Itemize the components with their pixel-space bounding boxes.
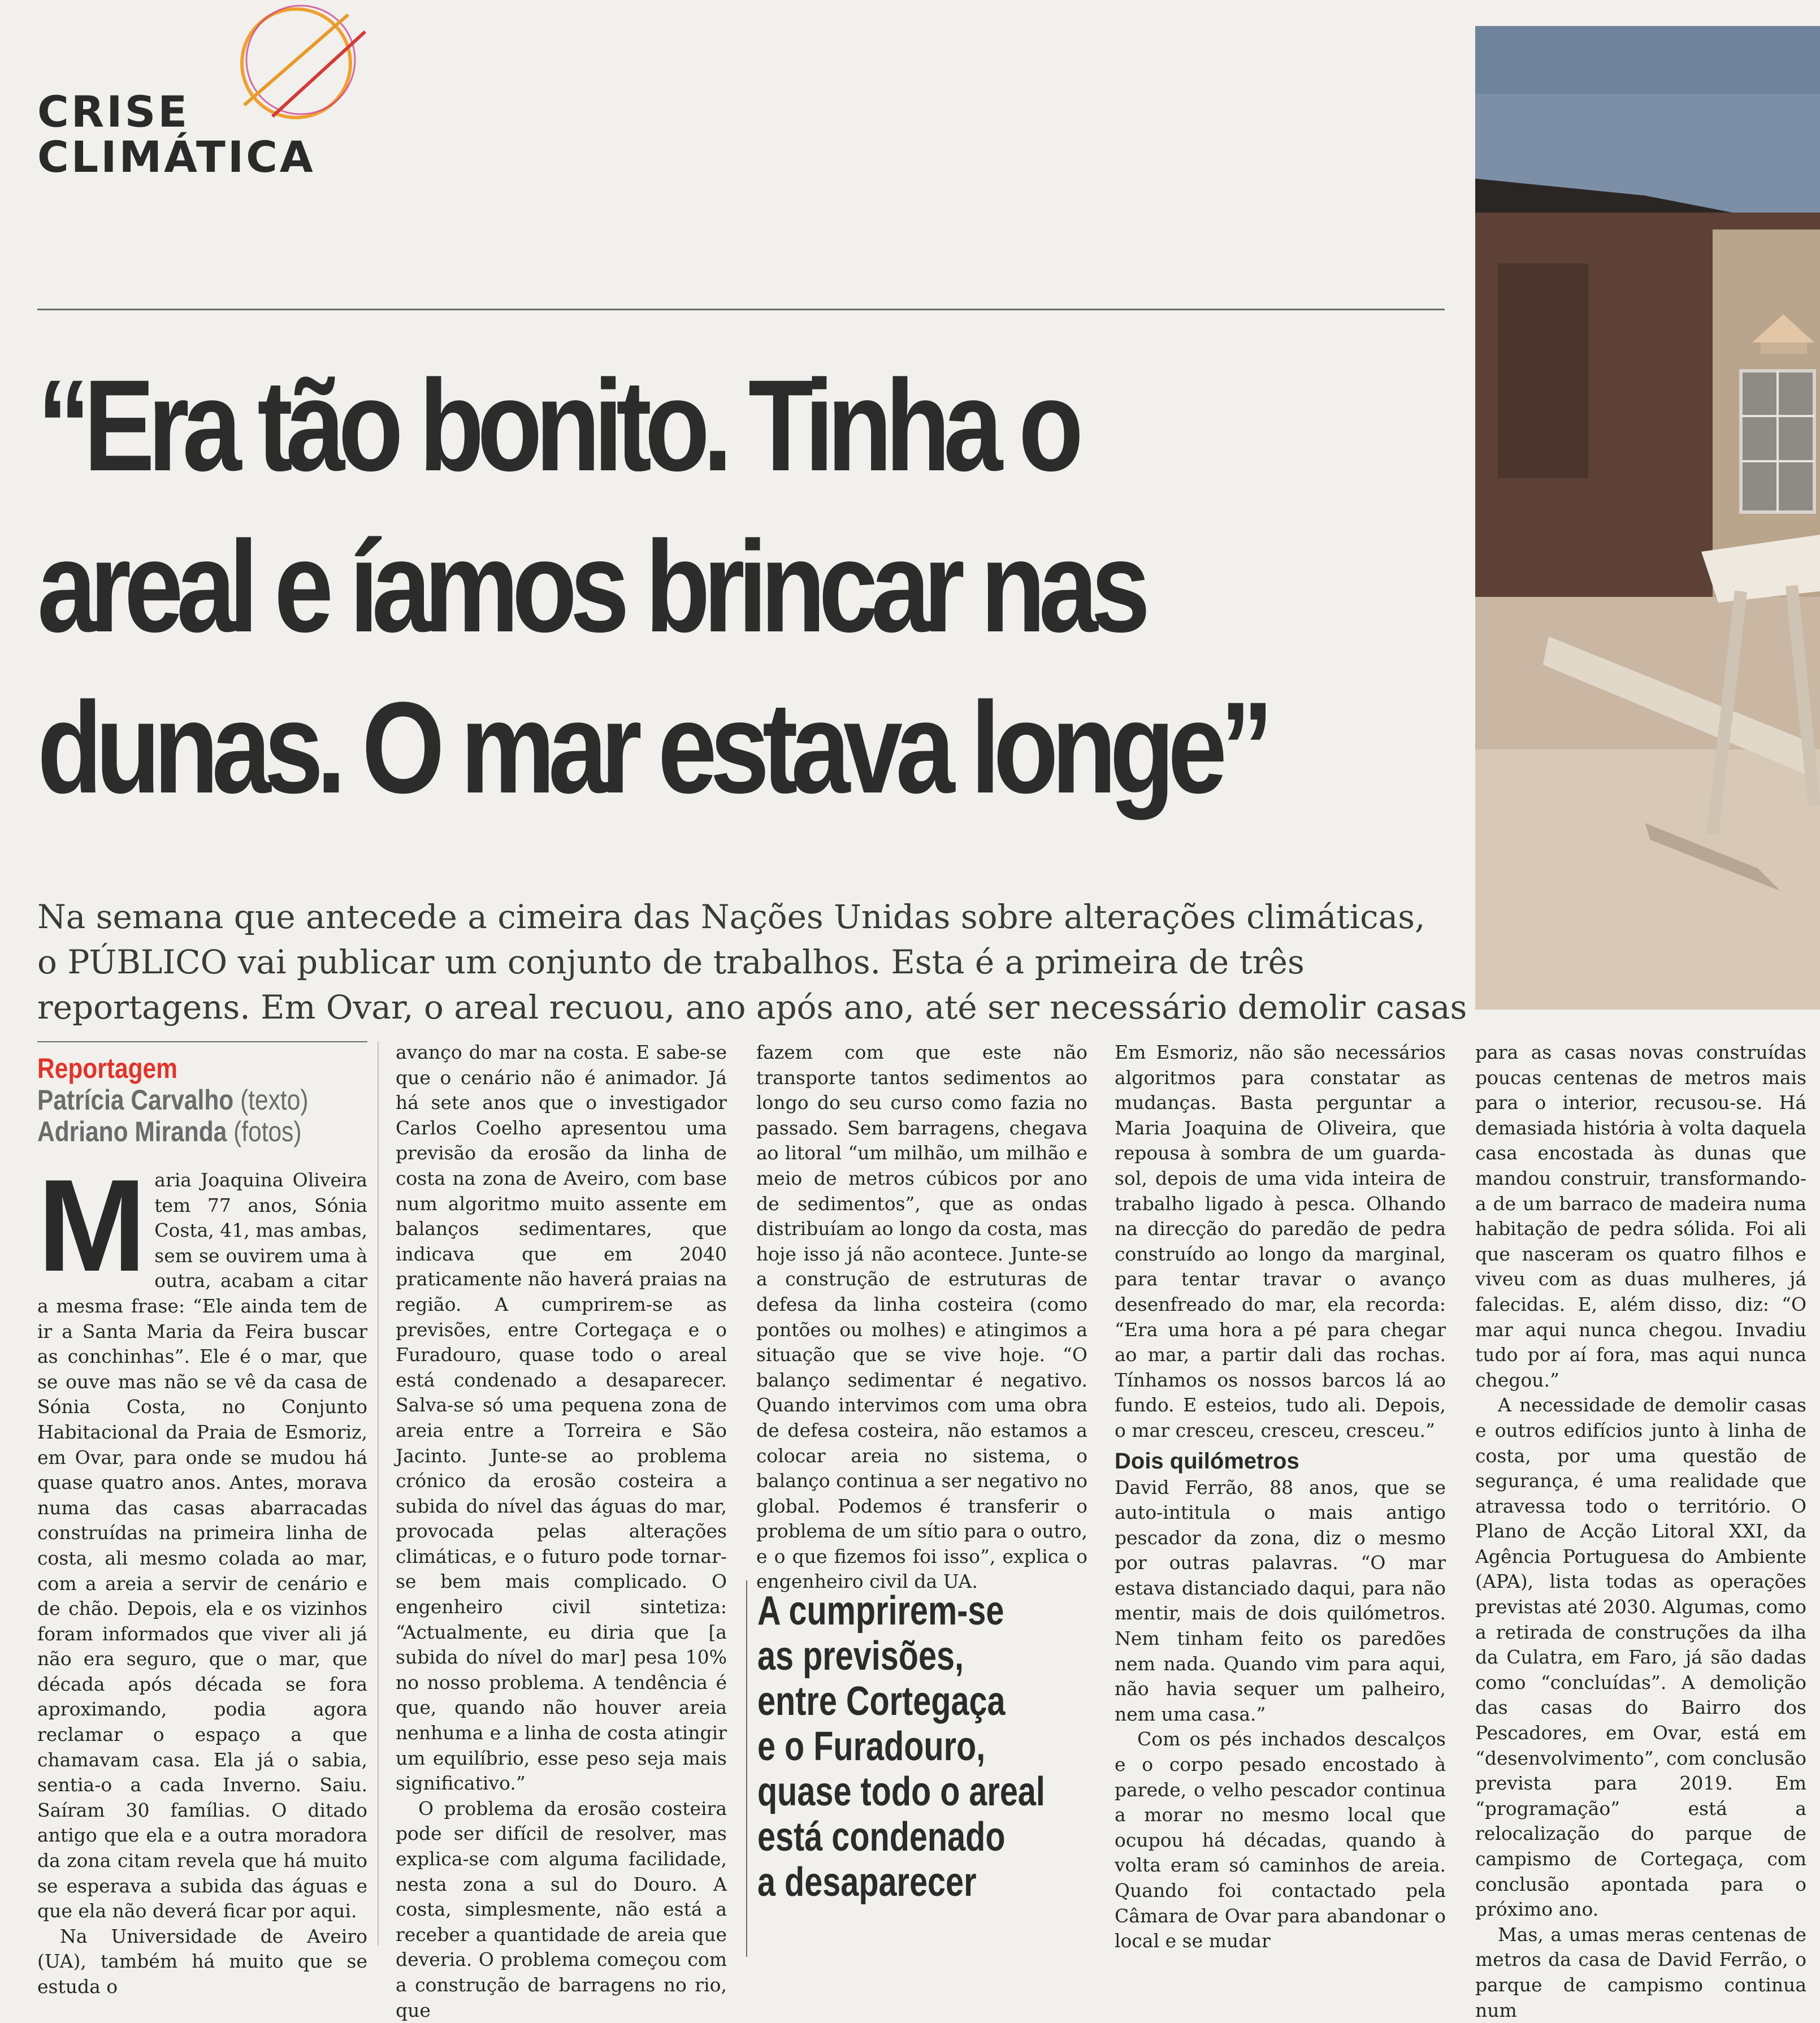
photographer-credit — [37, 1116, 306, 1147]
article-column-1 — [37, 1153, 367, 2000]
writer-role: (texto) — [240, 1084, 309, 1116]
writer-credit — [37, 1084, 309, 1116]
paragraph: Em Esmoriz, não são necessários algoritmos para constatar as mudanças. Basta perguntar a Maria Joaquina de Oliveira, que repousa à sombra de um guarda-sol, depois de uma vida inteira de trabalho ligado à pesca. Olhando na direcção do paredão de pedra construído ao longo da marginal, para tentar travar o avanço desenfreado do mar, ela recorda: “Era uma hora a pé para chegar ao mar, a partir dali das rochas. Tínhamos os nossos barcos lá ao fundo. E esteios, tudo ali. Depois, o mar cresceu, cresceu, cresceu.” — [1115, 1041, 1446, 1441]
crise-climatica-logo-icon — [224, 3, 372, 122]
headline-line1: “Era tão bonito. Tinha o — [37, 353, 1077, 498]
section-kicker: Reportagem — [37, 1052, 177, 1084]
column-divider — [378, 1041, 379, 1946]
paragraph: fazem com que este não transporte tantos sedimentos ao longo do seu curso como fazia no passado. Sem barragens, chegava ao litoral “um milhão, um milhão e meio de metros cúbicos por ano de sedimentos”, que as ondas distribuíam ao longo da costa, mas hoje isso já não acontece. Junte-se a construção de estruturas de defesa da linha costeira (como pontões ou molhes) e atingimos a situação que se vive hoje. “O balanço sedimentar é negativo. Quando intervimos com uma obra de defesa costeira, não estamos a colocar areia no sistema, o balanço continua a ser negativo no global. Podemos é transferir o problema de um sítio para o outro, e o que fizemos foi isso”, explica o engenheiro civil da UA. — [756, 1041, 1087, 1593]
section-logo-line1: CRISE — [37, 86, 190, 137]
byline-divider — [37, 1041, 367, 1042]
pullquote-line: entre Cortegaça — [757, 1679, 1006, 1724]
paragraph: para as casas novas construídas poucas centenas de metros mais para o interior, recusou-se. Há demasiada história à volta daquela casa encostada às dunas que mandou construir, transformando-a de um barraco de madeira numa habitação de pedra sólida. Foi ali que nasceram os quatro filhos e viveu com as duas mulheres, já falecidas. E, além disso, diz: “O mar aqui nunca chegou. Invadiu tudo por aí fora, mas aqui nunca chegou.” — [1475, 1041, 1806, 1391]
paragraph: A necessidade de demolir casas e outros edifícios junto à linha de costa, por uma questão de segurança, é uma realidade que atravessa todo o território. O Plano de Acção Litoral XXI, da Agência Portuguesa do Ambiente (APA), lista todas as operações previstas até 2030. Algumas, como a retirada de construções da ilha da Culatra, em Faro, já são dadas como “concluídas”. A demolição das casas do Bairro dos Pescadores, em Ovar, está em “desenvolvimento”, com conclusão prevista para 2019. Em “programação” está a relocalização do parque de campismo de Cortegaça, com conclusão apontada para o próximo ano. — [1475, 1394, 1806, 1921]
standfirst — [37, 894, 1467, 1030]
section-logo-line2: CLIMÁTICA — [37, 132, 315, 182]
subheading: Dois quilómetros — [1115, 1448, 1299, 1474]
headline-line2: areal e íamos brincar nas — [37, 514, 1143, 659]
paragraph: Mas, a umas meras centenas de metros da casa de David Ferrão, o parque de campismo continua num — [1475, 1923, 1806, 2021]
photographer-role: (fotos) — [233, 1116, 302, 1147]
byline — [37, 1052, 354, 1147]
article-photo — [1475, 26, 1820, 1010]
standfirst-line3: reportagens. Em Ovar, o areal recuou, ano após ano, até ser necessário demolir casas — [37, 988, 1467, 1026]
pullquote-rule — [746, 1580, 747, 1957]
pullquote-line: quase todo o areal — [757, 1769, 1045, 1814]
pullquote-line: A cumprirem-se — [757, 1588, 1004, 1634]
pullquote-line: as previsões, — [757, 1634, 964, 1679]
paragraph: Na Universidade de Aveiro (UA), também há muito que se estuda o — [37, 1925, 367, 1998]
paragraph: avanço do mar na costa. E sabe-se que o cenário não é animador. Já há sete anos que o investigador Carlos Coelho apresentou uma previsão da erosão da linha de costa na zona de Aveiro, com base num algoritmo muito assente em balanços sedimentares, que indicava que em 2040 praticamente não haverá praias na região. A cumprirem-se as previsões, entre Cortegaça e o Furadouro, quase todo o areal está condenado a desaparecer. Salva-se só uma pequena zona de areia entre a Torreira e São Jacinto. Junte-se ao problema crónico da erosão costeira a subida do nível das águas do mar, provocada pelas alterações climáticas, e o futuro pode tornar-se bem mais complicado. O engenheiro civil sintetiza: “Actualmente, eu diria que [a subida do nível do mar] pesa 10% no nosso problema. A tendência é que, quando não houver areia nenhuma e a linha de costa atingir um equilíbrio, esse peso seja mais significativo.” — [396, 1041, 727, 1795]
headline — [37, 345, 1450, 828]
article-column-3 — [756, 1040, 1087, 1595]
article-column-4 — [1115, 1040, 1446, 1954]
article-column-2 — [396, 1040, 727, 2023]
photographer-name: Adriano Miranda — [37, 1116, 227, 1147]
standfirst-line2: o PÚBLICO vai publicar um conjunto de trabalhos. Esta é a primeira de três — [37, 943, 1305, 981]
standfirst-line1: Na semana que antecede a cimeira das Nações Unidas sobre alterações climáticas, — [37, 898, 1425, 936]
paragraph: aria Joaquina Oliveira tem 77 anos, Sónia Costa, 41, mas ambas, sem se ouvirem uma à outra, acabam a citar a mesma frase: “Ele ainda tem de ir a Santa Maria da Feira buscar as conchinhas”. Ele é o mar, que se ouve mas não se vê da casa de Sónia Costa, no Conjunto Habitacional da Praia de Esmoriz, em Ovar, para onde se mudou há quase quatro anos. Antes, morava numa das casas abarracadas construídas na primeira linha de costa, ali mesmo colada ao mar, com a areia a servir de cenário e de chão. Depois, ela e os vizinhos foram informados que viver ali já não era seguro, que o mar, que década após década se fora aproximando, podia agora reclamar o espaço a que chamavam casa. Ela já o sabia, sentia-o a cada Inverno. Saiu. Saíram 30 famílias. O ditado antigo que ela e a outra moradora da zona citam revela que há muito se esperava a subida das águas e que ela não deverá ficar por aqui. — [37, 1169, 367, 1922]
writer-name: Patrícia Carvalho — [37, 1084, 234, 1116]
paragraph: O problema da erosão costeira pode ser difícil de resolver, mas explica-se com alguma facilidade, nesta zona a sul do Douro. A costa, simplesmente, não está a receber a quantidade de areia que deveria. O problema começou com a construção de barragens no rio, que — [396, 1797, 727, 2021]
pullquote-line: está condenado — [757, 1814, 1006, 1860]
paragraph: Com os pés inchados descalços e o corpo pesado encostado à parede, o velho pescador continua a morar no mesmo local que ocupou há décadas, quando à volta eram só caminhos de areia. Quando foi contactado pela Câmara de Ovar para abandonar o local e se mudar — [1115, 1728, 1446, 1952]
paragraph: David Ferrão, 88 anos, que se auto-intitula o mais antigo pescador da zona, diz o mesmo por outras palavras. “O mar estava distanciado daqui, para não mentir, mais de dois quilómetros. Nem tinham feito os paredões nem nada. Quando vim para aqui, não havia sequer um palheiro, nem uma casa.” — [1115, 1476, 1446, 1725]
top-divider — [37, 309, 1445, 310]
pullquote-line: e o Furadouro, — [757, 1724, 986, 1769]
pull-quote — [757, 1588, 1063, 1905]
headline-line3: dunas. O mar estava longe” — [37, 675, 1267, 820]
article-column-5 — [1475, 1040, 1806, 2023]
pullquote-line: a desaparecer — [757, 1860, 977, 1905]
dropcap: M — [37, 1153, 147, 1299]
